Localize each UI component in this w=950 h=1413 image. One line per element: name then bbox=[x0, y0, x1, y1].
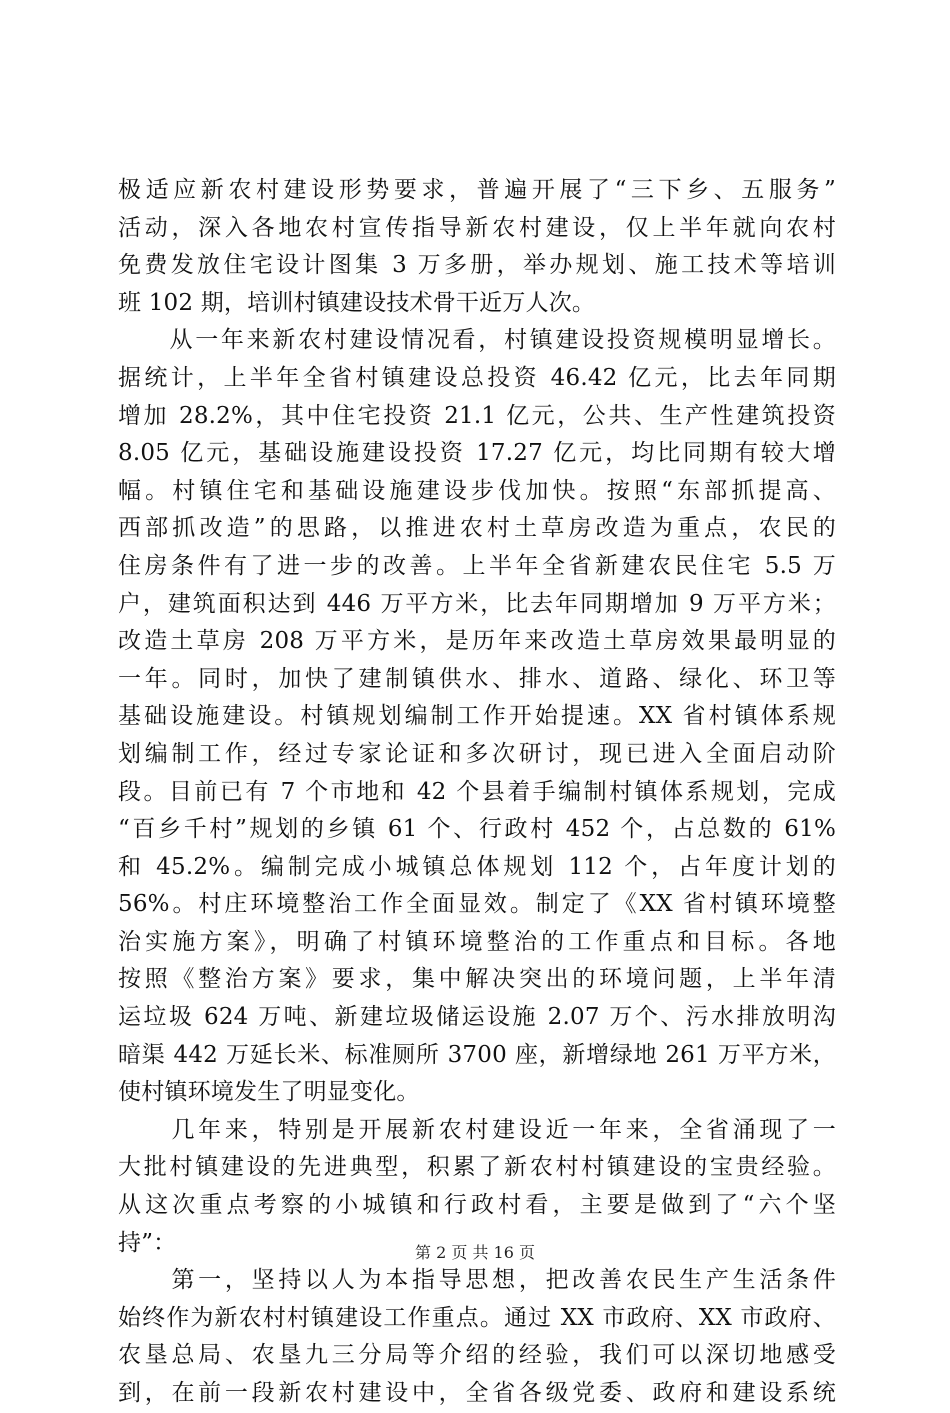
text-line: 始终作为新农村村镇建设工作重点。通过 XX 市政府、XX 市政府、 bbox=[118, 1304, 836, 1331]
body-text bbox=[118, 172, 836, 1413]
text-line: 幅。村镇住宅和基础设施建设步伐加快。按照“东部抓提高、 bbox=[118, 477, 836, 504]
text-line: 改造土草房 208 万平方米，是历年来改造土草房效果最明显的 bbox=[118, 628, 836, 655]
text-line: 按照《整治方案》要求，集中解决突出的环境问题，上半年清 bbox=[118, 966, 836, 993]
text-line: 从这次重点考察的小城镇和行政村看，主要是做到了“六个坚 bbox=[118, 1192, 836, 1219]
text-line: “百乡千村”规划的乡镇 61 个、行政村 452 个，占总数的 61% bbox=[118, 816, 836, 843]
text-line: 户，建筑面积达到 446 万平方米，比去年同期增加 9 万平方米； bbox=[118, 590, 836, 617]
text-line: 使村镇环境发生了明显变化。 bbox=[118, 1079, 420, 1106]
text-line: 据统计，上半年全省村镇建设总投资 46.42 亿元，比去年同期 bbox=[118, 364, 836, 391]
text-line: 大批村镇建设的先进典型，积累了新农村村镇建设的宝贵经验。 bbox=[118, 1154, 836, 1181]
text-line: 从一年来新农村建设情况看，村镇建设投资规模明显增长。 bbox=[118, 327, 836, 354]
text-line: 西部抓改造”的思路，以推进农村土草房改造为重点，农民的 bbox=[118, 515, 836, 542]
text-line: 段。目前已有 7 个市地和 42 个县着手编制村镇体系规划，完成 bbox=[118, 778, 836, 805]
text-line: 第一，坚持以人为本指导思想，把改善农民生产生活条件 bbox=[118, 1267, 836, 1294]
text-line: 运垃圾 624 万吨、新建垃圾储运设施 2.07 万个、污水排放明沟 bbox=[118, 1004, 836, 1031]
page-footer: 第 2 页 共 16 页 bbox=[415, 1243, 535, 1262]
text-line: 免费发放住宅设计图集 3 万多册，举办规划、施工技术等培训 bbox=[118, 252, 836, 279]
text-line: 基础设施建设。村镇规划编制工作开始提速。XX 省村镇体系规 bbox=[118, 703, 836, 730]
text-line: 56%。村庄环境整治工作全面显效。制定了《XX 省村镇环境整 bbox=[118, 891, 836, 918]
text-line: 一年。同时，加快了建制镇供水、排水、道路、绿化、环卫等 bbox=[118, 665, 836, 692]
text-line: 到，在前一段新农村建设中，全省各级党委、政府和建设系统 bbox=[118, 1380, 836, 1406]
text-line: 持”： bbox=[118, 1229, 177, 1256]
text-line: 暗渠 442 万延长米、标准厕所 3700 座，新增绿地 261 万平方米， bbox=[118, 1041, 836, 1068]
text-line: 和 45.2%。编制完成小城镇总体规划 112 个，占年度计划的 bbox=[118, 853, 836, 880]
text-line: 几年来，特别是开展新农村建设近一年来，全省涌现了一 bbox=[118, 1116, 836, 1143]
text-line: 增加 28.2%，其中住宅投资 21.1 亿元，公共、生产性建筑投资 bbox=[118, 402, 836, 429]
text-line: 治实施方案》，明确了村镇环境整治的工作重点和目标。各地 bbox=[118, 928, 836, 955]
text-line: 划编制工作，经过专家论证和多次研讨，现已进入全面启动阶 bbox=[118, 740, 836, 767]
text-line: 班 102 期，培训村镇建设技术骨干近万人次。 bbox=[118, 289, 596, 316]
text-line: 住房条件有了进一步的改善。上半年全省新建农民住宅 5.5 万 bbox=[118, 552, 836, 579]
text-line: 活动，深入各地农村宣传指导新农村建设，仅上半年就向农村 bbox=[118, 214, 836, 241]
text-line: 极适应新农村建设形势要求，普遍开展了“三下乡、五服务” bbox=[118, 177, 836, 203]
text-line: 8.05 亿元，基础设施建设投资 17.27 亿元，均比同期有较大增 bbox=[118, 440, 836, 467]
text-line: 农垦总局、农垦九三分局等介绍的经验，我们可以深切地感受 bbox=[118, 1342, 836, 1369]
